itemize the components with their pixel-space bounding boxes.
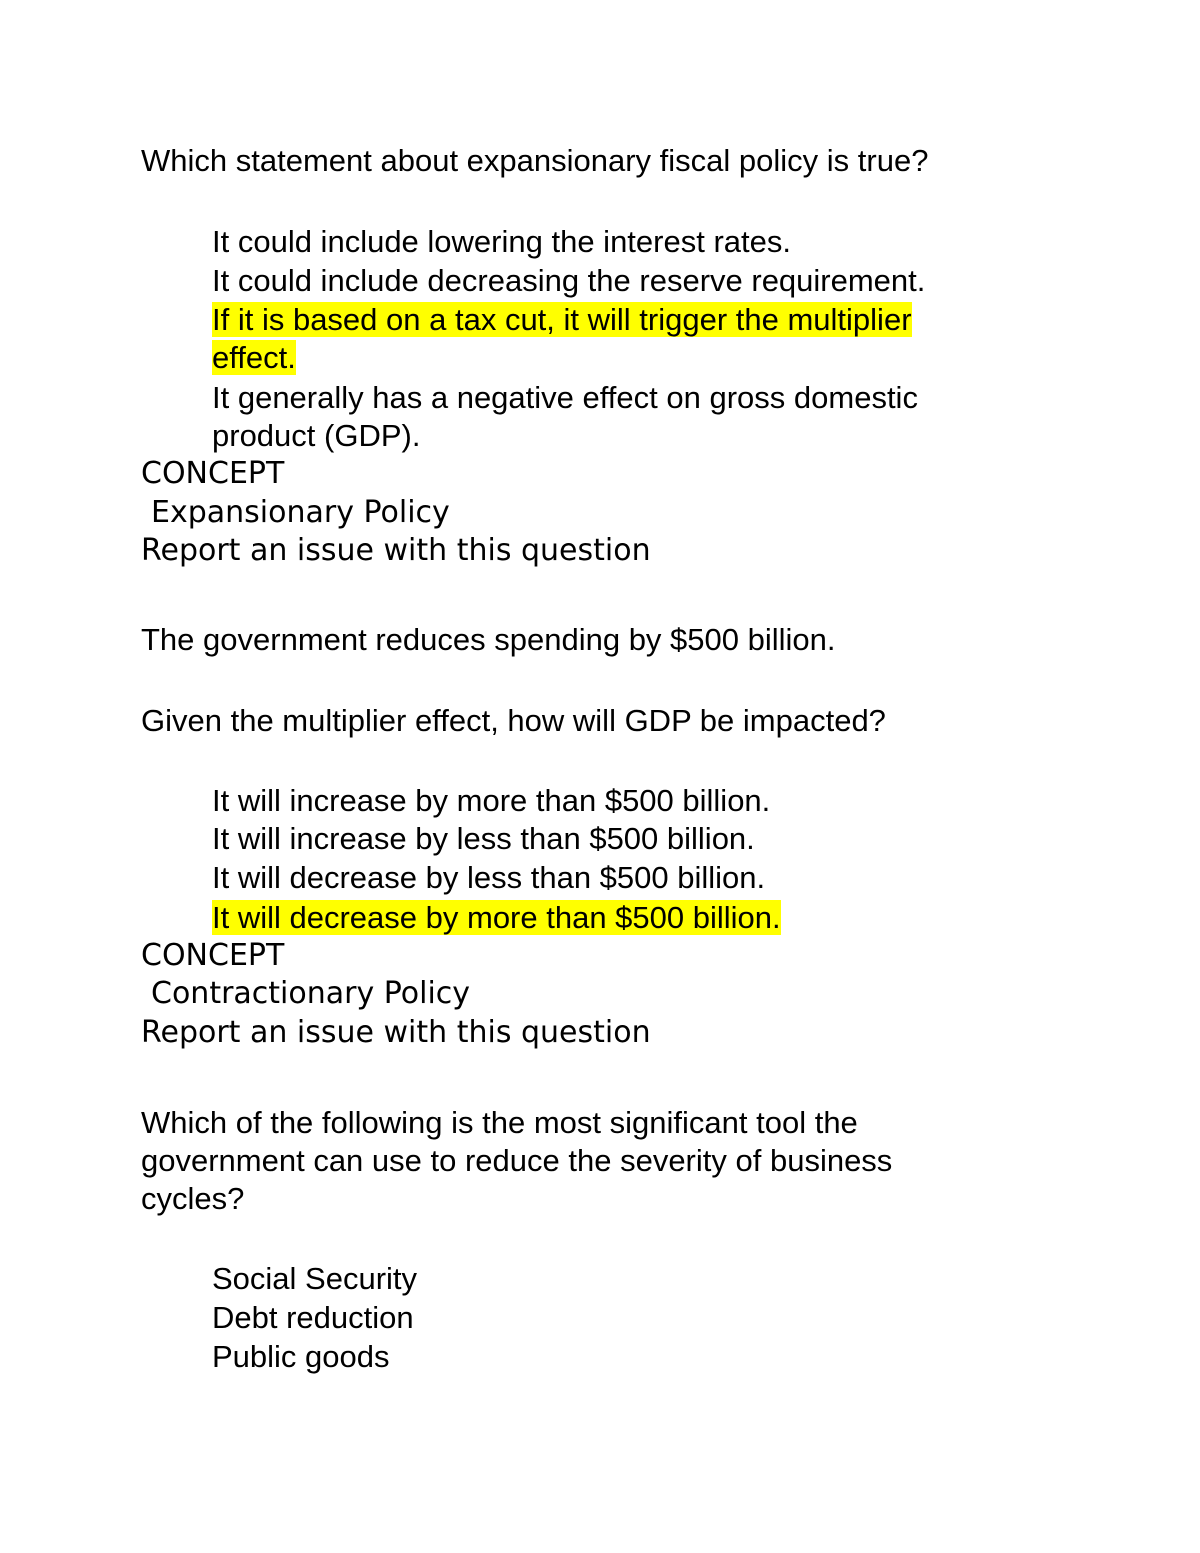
question-3-option-2: Debt reduction	[212, 1300, 414, 1335]
question-2-option-2: It will increase by less than $500 billion.	[212, 821, 755, 856]
question-3-prompt-line-3: cycles?	[141, 1181, 245, 1216]
concept-label: CONCEPT	[141, 938, 285, 973]
question-1-option-1: It could include lowering the interest rates.	[212, 224, 791, 259]
highlighted-answer: If it is based on a tax cut, it will trigger the multiplier	[212, 302, 912, 337]
report-issue-link[interactable]: Report an issue with this question	[141, 533, 651, 568]
highlighted-answer: It will decrease by more than $500 billion.	[212, 900, 781, 935]
question-3-option-1: Social Security	[212, 1261, 418, 1296]
concept-name: Expansionary Policy	[151, 495, 450, 530]
question-2-option-3: It will decrease by less than $500 billion.	[212, 860, 766, 895]
report-issue-link[interactable]: Report an issue with this question	[141, 1015, 651, 1050]
question-1-prompt: Which statement about expansionary fiscal policy is true?	[141, 143, 929, 178]
question-2-option-4	[212, 898, 781, 937]
question-2-sub-prompt: Given the multiplier effect, how will GDP be impacted?	[141, 703, 886, 738]
question-3-option-3: Public goods	[212, 1339, 390, 1374]
question-2-prompt: The government reduces spending by $500 billion.	[141, 622, 836, 657]
question-1-option-4-line-2: product (GDP).	[212, 418, 421, 453]
concept-name: Contractionary Policy	[151, 976, 471, 1011]
question-1-option-3-line-1	[212, 300, 912, 339]
highlighted-answer: effect.	[212, 340, 296, 375]
question-3-prompt-line-1: Which of the following is the most significant tool the	[141, 1105, 858, 1140]
concept-label: CONCEPT	[141, 456, 285, 491]
question-1-option-3-line-2	[212, 338, 296, 377]
question-1-option-4-line-1: It generally has a negative effect on gross domestic	[212, 380, 918, 415]
question-3-prompt-line-2: government can use to reduce the severity of business	[141, 1143, 893, 1178]
question-1-option-2: It could include decreasing the reserve requirement.	[212, 263, 926, 298]
question-2-option-1: It will increase by more than $500 billion.	[212, 783, 771, 818]
